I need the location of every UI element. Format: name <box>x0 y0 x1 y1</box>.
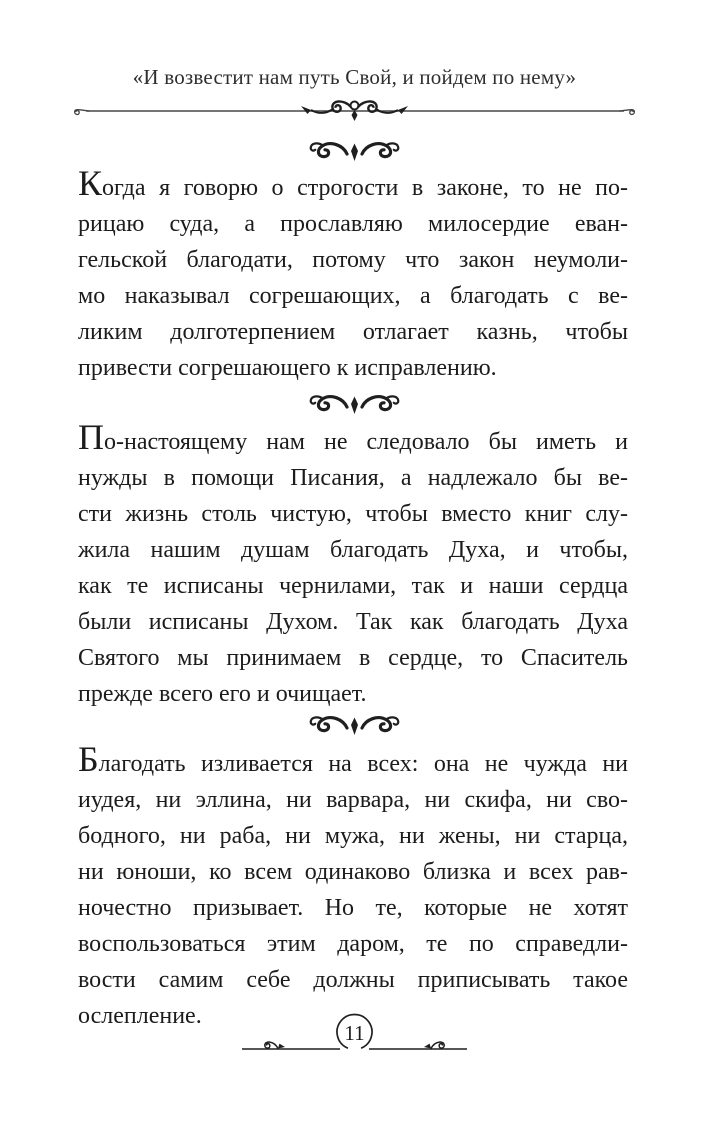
section-divider-flourish-icon <box>294 390 415 420</box>
section-divider-flourish-icon <box>294 137 415 167</box>
raised-initial-cap: Б <box>78 739 99 779</box>
text-line: были исписаны Духом. Так как благодать Духа <box>78 609 628 635</box>
paragraph <box>78 163 628 386</box>
raised-initial-cap: К <box>78 163 103 203</box>
text-line: бодного, ни раба, ни мужа, ни жены, ни старца, <box>78 823 628 849</box>
text-line-rest: о-настоящему нам не следовало бы иметь и <box>104 429 628 455</box>
text-line: ликим долготерпением отлагает казнь, чтобы <box>78 319 628 345</box>
text-line: жила нашим душам благодать Духа, и чтобы, <box>78 537 628 563</box>
page-number-medallion-icon <box>234 1006 475 1066</box>
header-rule-ornament-icon <box>0 94 709 136</box>
text-line: ни юноши, ко всем одинаково близка и всех рав- <box>78 859 628 885</box>
page-number: 11 <box>344 1021 365 1045</box>
text-line <box>78 417 628 460</box>
text-line: иудея, ни эллина, ни варвара, ни скифа, ни сво- <box>78 787 628 813</box>
text-line: прежде всего его и очищает. <box>78 681 367 707</box>
text-line: рицаю суда, а прославляю милосердие еван- <box>78 211 628 237</box>
raised-initial-cap: П <box>78 417 104 457</box>
text-line: Святого мы принимаем в сердце, то Спаситель <box>78 645 628 671</box>
text-line: нужды в помощи Писания, а надлежало бы ве- <box>78 465 628 491</box>
text-line: как те исписаны чернилами, так и наши сердца <box>78 573 628 599</box>
text-line: вости самим себе должны приписывать такое <box>78 967 628 993</box>
text-line: воспользоваться этим даром, те по справедли- <box>78 931 628 957</box>
paragraph <box>78 739 628 1034</box>
text-line <box>78 739 628 782</box>
text-line <box>78 163 628 206</box>
paragraph <box>78 417 628 712</box>
text-line: гельской благодати, потому что закон неумоли- <box>78 247 628 273</box>
running-header-quote: «И возвестит нам путь Свой, и пойдем по нему» <box>132 65 577 89</box>
text-line-rest: огда я говорю о строгости в законе, то не по- <box>102 175 628 201</box>
text-line: ночестно призывает. Но те, которые не хотят <box>78 895 628 921</box>
text-line-rest: лагодать изливается на всех: она не чужда ни <box>98 751 628 777</box>
text-line: привести согрешающего к исправлению. <box>78 355 497 381</box>
text-line: мо наказывал согрешающих, а благодать с ве- <box>78 283 628 309</box>
text-line: сти жизнь столь чистую, чтобы вместо книг слу- <box>78 501 628 527</box>
text-line: ослепление. <box>78 1003 202 1029</box>
section-divider-flourish-icon <box>294 711 415 741</box>
